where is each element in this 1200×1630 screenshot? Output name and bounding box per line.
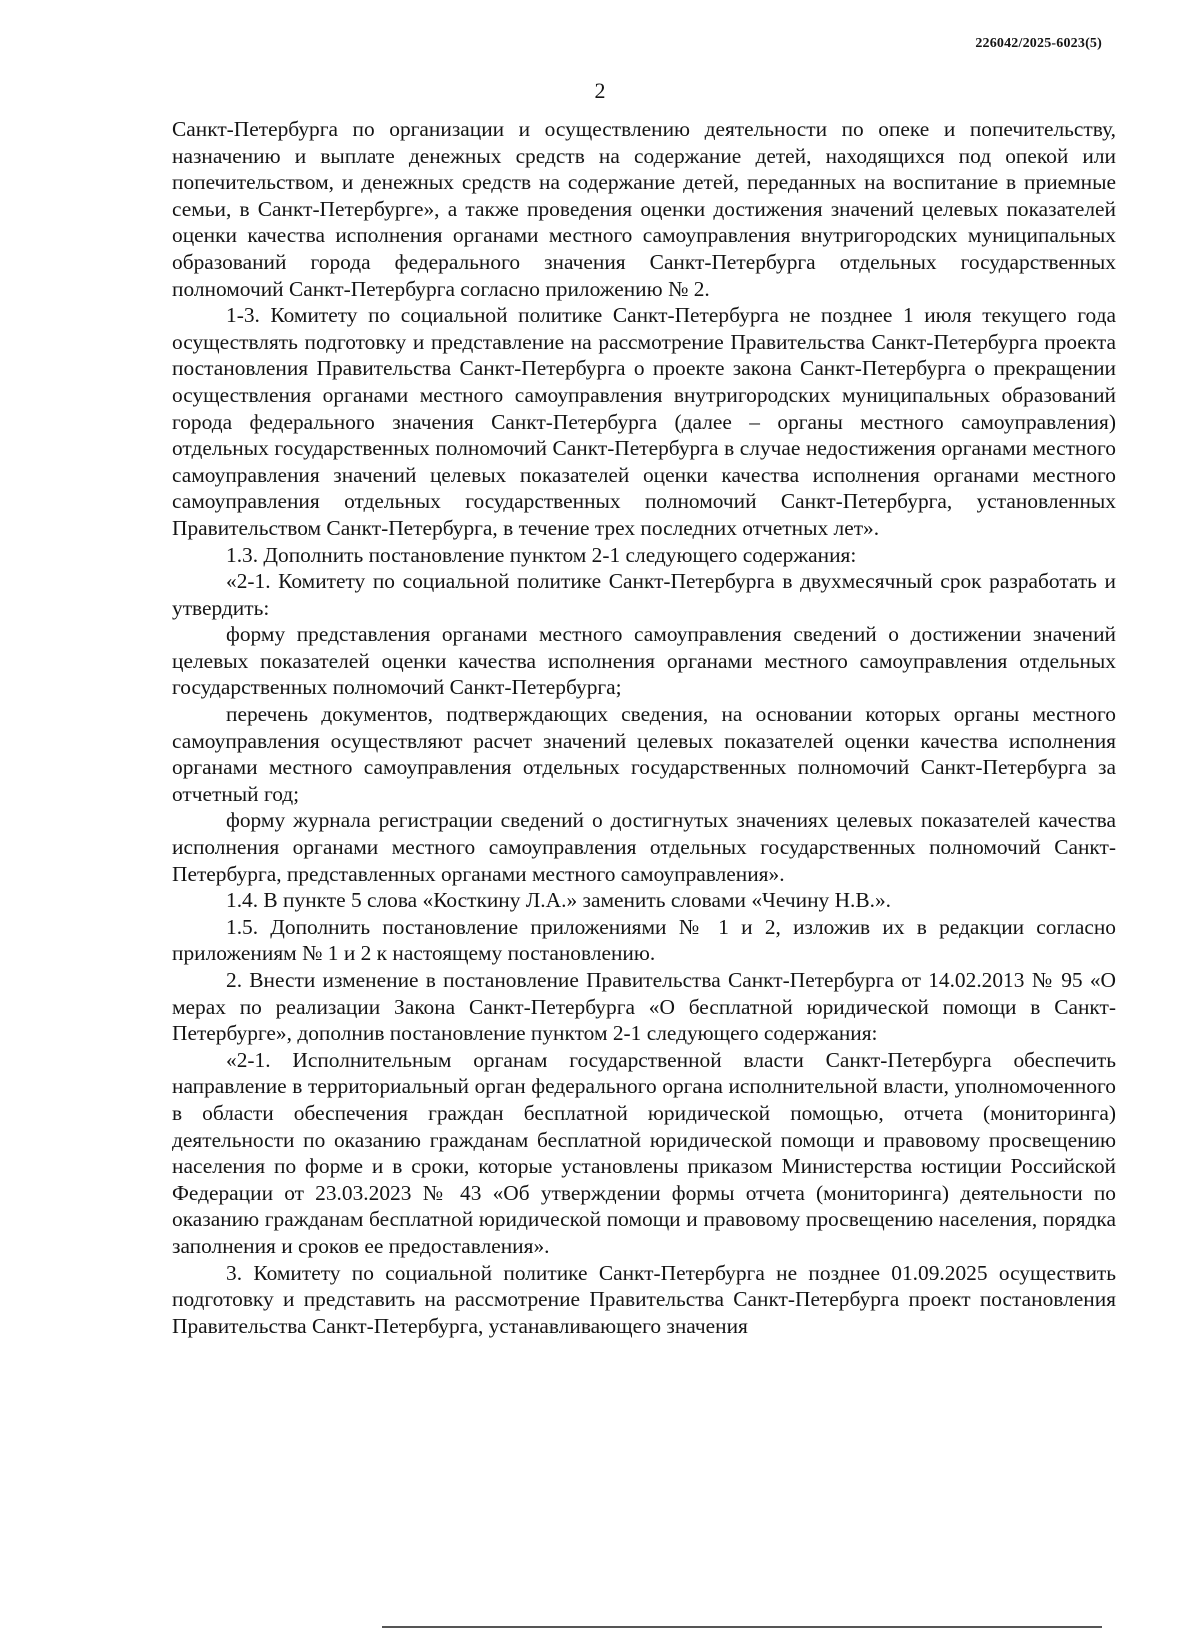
paragraph-item-1-4: 1.4. В пункте 5 слова «Косткину Л.А.» заменить словами «Чечину Н.В.». [226, 888, 892, 913]
paragraph-item-2-1: «2-1. Комитету по социальной политике Санкт-Петербурга в двухмесячный срок разработать и утвердить: [172, 569, 1116, 620]
paragraph-journal-form: форму журнала регистрации сведений о достигнутых значениях целевых показателей качества исполнения органами местного самоуправления отдельных государственных полномочий Санкт-Петербурга, представленных органами местного самоуправления». [172, 808, 1116, 886]
paragraph-item-1-3-add: 1.3. Дополнить постановление пунктом 2-1 следующего содержания: [226, 542, 857, 567]
paragraph-form-submission: форму представления органами местного самоуправления сведений о достижении значений целевых показателей оценки качества исполнения органами местного самоуправления отдельных государственных полномочий Санкт-Петербурга; [172, 622, 1116, 700]
paragraph-item-2: 2. Внести изменение в постановление Правительства Санкт-Петербурга от 14.02.2013 № 95 «О мерах по реализации Закона Санкт-Петербурга «О бесплатной юридической помощи в Санкт-Петербурге», дополнив постановление пунктом 2-1 следующего содержания: [172, 968, 1116, 1046]
paragraph-item-1-5: 1.5. Дополнить постановление приложениями № 1 и 2, изложив их в редакции согласно приложениям № 1 и 2 к настоящему постановлению. [172, 914, 1116, 966]
paragraph-item-2-1-legal-aid: «2-1. Исполнительным органам государственной власти Санкт-Петербурга обеспечить направление в территориальный орган федерального органа исполнительной власти, уполномоченного в области обеспечения граждан бесплатной юридической помощью, отчета (мониторинга) деятельности по оказанию гражданам бесплатной юридической помощи и правовому просвещению населения по форме и в сроки, которые установлены приказом Министерства юстиции Российской Федерации от 23.03.2023 № 43 «Об утверждении формы отчета (мониторинга) деятельности по оказанию гражданам бесплатной юридической помощи и правовому просвещению населения, порядка заполнения и сроков ее предоставления». [172, 1047, 1116, 1258]
paragraph-item-1-3: 1-3. Комитету по социальной политике Санкт-Петербурга не позднее 1 июля текущего года осуществлять подготовку и представление на рассмотрение Правительства Санкт-Петербурга проекта постановления Правительства Санкт-Петербурга о проекте закона Санкт-Петербурга о прекращении осуществления органами местного самоуправления внутригородских муниципальных образований города федерального значения Санкт-Петербурга (далее – органы местного самоуправления) отдельных государственных полномочий Санкт-Петербурга в случае недостижения органами местного самоуправления значений целевых показателей оценки качества исполнения органами местного самоуправления отдельных государственных полномочий Санкт-Петербурга, установленных Правительством Санкт-Петербурга, в течение трех последних отчетных лет». [172, 303, 1116, 540]
document-registration-number: 226042/2025-6023(5) [975, 36, 1102, 51]
paragraph-item-3: 3. Комитету по социальной политике Санкт-Петербурга не позднее 01.09.2025 осуществить подготовку и представить на рассмотрение Правительства Санкт-Петербурга проект постановления Правительства Санкт-Петербурга, устанавливающего значения [172, 1260, 1116, 1338]
document-body [172, 116, 1116, 1339]
page-number: 2 [594, 78, 606, 103]
paragraph-document-list: перечень документов, подтверждающих сведения, на основании которых органы местного самоуправления осуществляют расчет значений целевых показателей оценки качества исполнения органами местного самоуправления отдельных государственных полномочий Санкт-Петербурга за отчетный год; [172, 702, 1116, 806]
paragraph-continuation: Санкт-Петербурга по организации и осуществлению деятельности по опеке и попечительству, назначению и выплате денежных средств на содержание детей, находящихся под опекой или попечительством, и денежных средств на содержание детей, переданных на воспитание в приемные семьи, в Санкт-Петербурге», а также проведения оценки достижения значений целевых показателей оценки качества исполнения органами местного самоуправления внутригородских муниципальных образований города федерального значения Санкт-Петербурга отдельных государственных полномочий Санкт-Петербурга согласно приложению № 2. [172, 117, 1116, 301]
bottom-edge-line [382, 1626, 1102, 1628]
